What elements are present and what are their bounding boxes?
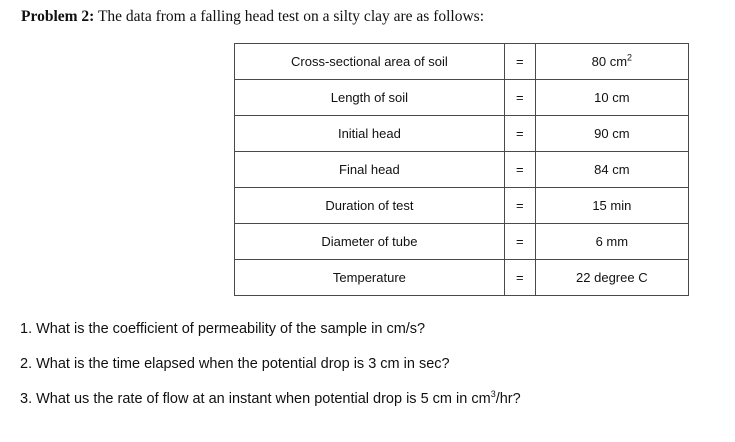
value-cell: 10 cm — [535, 80, 688, 116]
equals-cell: = — [504, 152, 535, 188]
equals-cell: = — [504, 260, 535, 296]
parameter-cell: Duration of test — [235, 188, 505, 224]
value-cell: 90 cm — [535, 116, 688, 152]
equals-cell: = — [504, 44, 535, 80]
value-text: 80 cm — [591, 54, 628, 69]
equals-cell: = — [504, 80, 535, 116]
question-3-text: 3. What us the rate of flow at an instant when potential drop is 5 cm in cm — [20, 391, 491, 407]
value-cell: 84 cm — [535, 152, 688, 188]
table-row — [235, 152, 689, 188]
table-row — [235, 188, 689, 224]
problem-label: Problem 2: — [21, 8, 95, 25]
question-2: 2. What is the time elapsed when the potential drop is 3 cm in sec? — [20, 356, 450, 372]
equals-cell: = — [504, 188, 535, 224]
unit-superscript: 2 — [627, 52, 633, 63]
unit-superscript: 3 — [490, 389, 496, 400]
value-cell: 6 mm — [535, 224, 688, 260]
question-list — [20, 318, 521, 423]
parameter-cell: Diameter of tube — [235, 224, 505, 260]
table-row — [235, 44, 689, 80]
parameter-cell: Cross-sectional area of soil — [235, 44, 505, 80]
value-cell: 15 min — [535, 188, 688, 224]
problem-statement: The data from a falling head test on a silty clay are as follows: — [97, 8, 485, 25]
table-row — [235, 224, 689, 260]
parameter-cell: Initial head — [235, 116, 505, 152]
problem-heading — [21, 8, 484, 26]
value-cell: 22 degree C — [535, 260, 688, 296]
table-row — [235, 80, 689, 116]
equals-cell: = — [504, 116, 535, 152]
parameter-cell: Temperature — [235, 260, 505, 296]
question-3 — [20, 388, 521, 423]
question-1: 1. What is the coefficient of permeability of the sample in cm/s? — [20, 321, 426, 337]
parameter-cell: Final head — [235, 152, 505, 188]
table-row — [235, 260, 689, 296]
value-cell — [535, 44, 688, 80]
equals-cell: = — [504, 224, 535, 260]
falling-head-data-table — [234, 43, 689, 296]
table-row — [235, 116, 689, 152]
question-3-text-end: /hr? — [495, 391, 521, 407]
parameter-cell: Length of soil — [235, 80, 505, 116]
